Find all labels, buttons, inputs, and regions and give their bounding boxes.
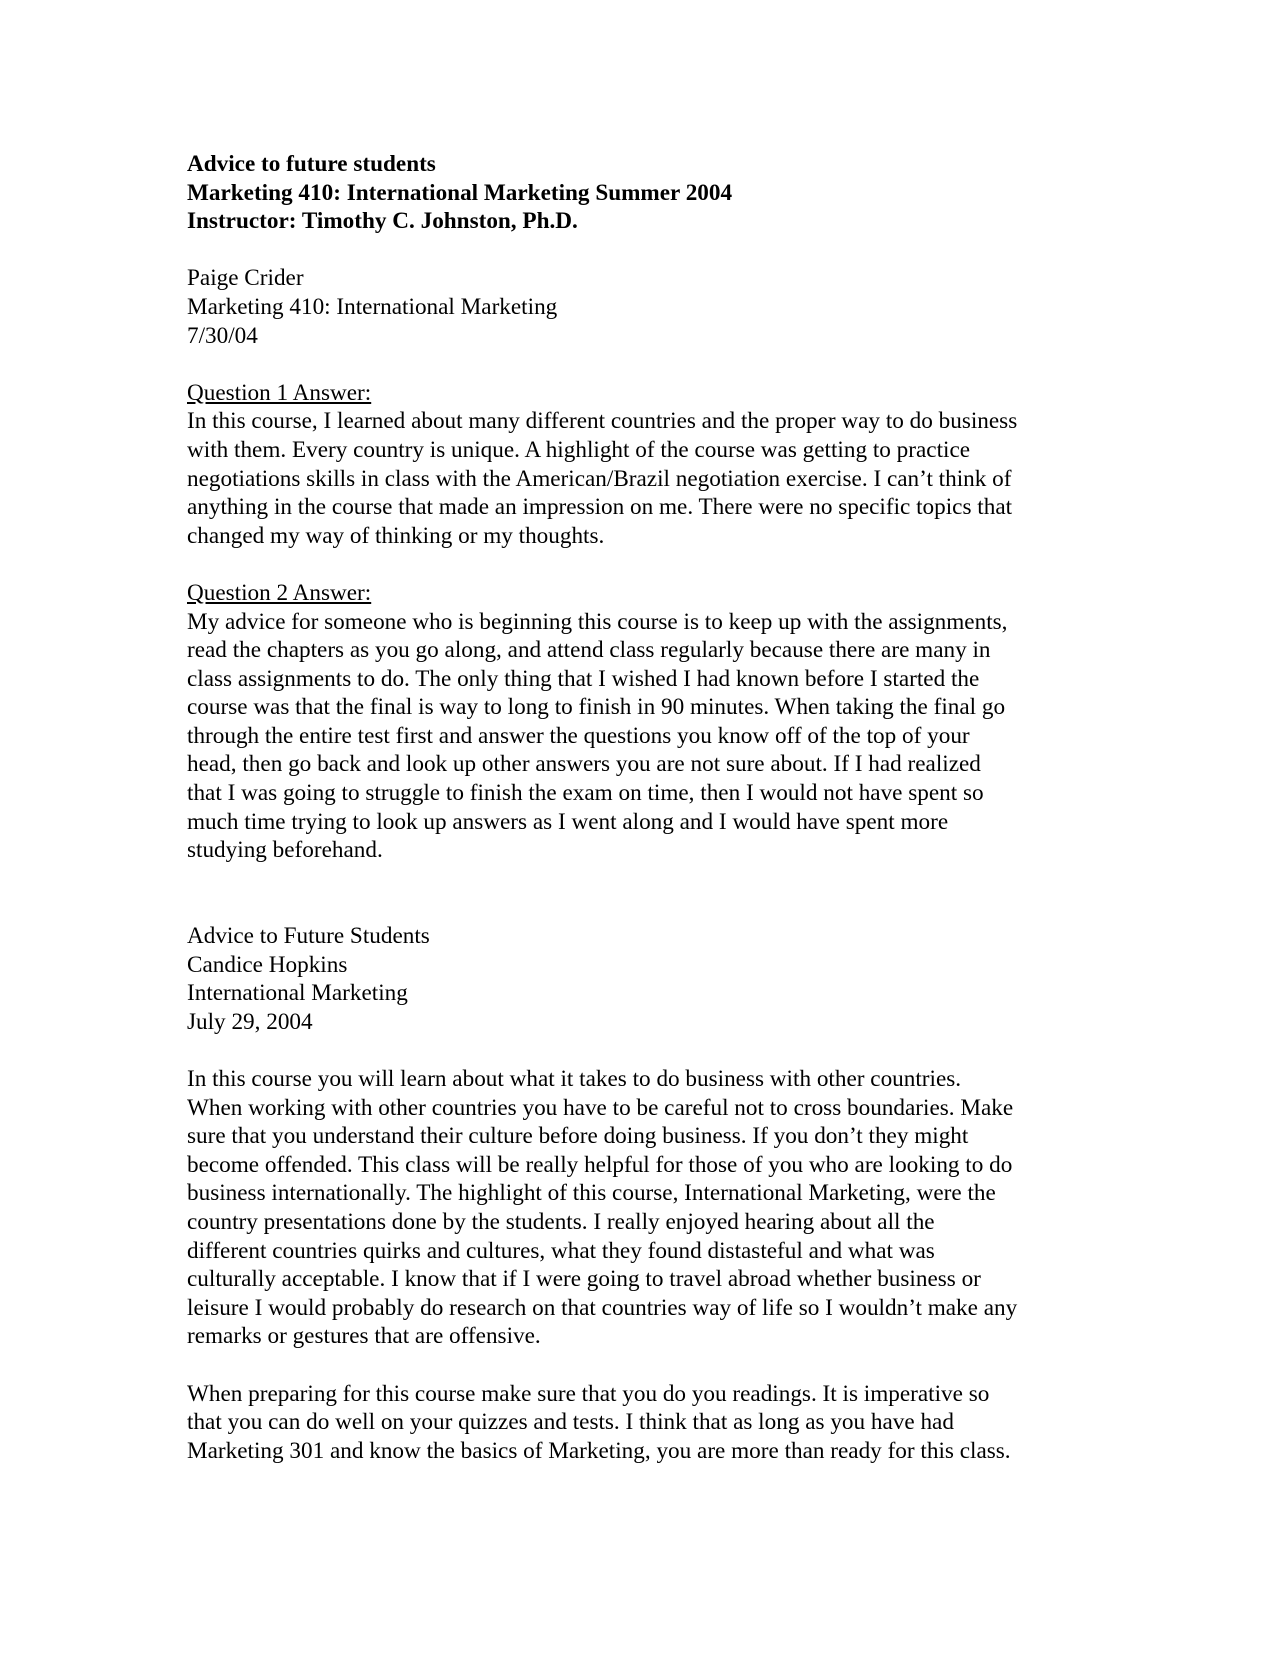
paragraph-line: sure that you understand their culture before doing business. If you don’t they might: [187, 1123, 969, 1150]
entry1-question2: [187, 579, 1097, 865]
question1-heading: Question 1 Answer:: [187, 379, 372, 406]
paragraph-line: class assignments to do. The only thing that I wished I had known before I started the: [187, 665, 980, 692]
spacer: [187, 550, 1097, 579]
entry2-paragraph1: [187, 1065, 1097, 1351]
paragraph-line: different countries quirks and cultures, what they found distasteful and what was: [187, 1237, 935, 1264]
entry2-title: Advice to Future Students: [187, 923, 430, 950]
paragraph-line: read the chapters as you go along, and attend class regularly because there are many in: [187, 637, 991, 664]
paragraph-line: studying beforehand.: [187, 837, 383, 864]
spacer: [187, 1036, 1097, 1065]
paragraph-line: culturally acceptable. I know that if I were going to travel abroad whether business or: [187, 1266, 981, 1293]
paragraph-line: that I was going to struggle to finish the exam on time, then I would not have spent so: [187, 780, 984, 807]
paragraph-line: Marketing 301 and know the basics of Marketing, you are more than ready for this class.: [187, 1437, 1011, 1464]
spacer: [187, 865, 1097, 922]
header-title: Advice to future students: [187, 151, 436, 177]
paragraph-line: When working with other countries you have to be careful not to cross boundaries. Make: [187, 1094, 1014, 1121]
paragraph-line: anything in the course that made an impression on me. There were no specific topics that: [187, 494, 1013, 521]
entry1-student-name: Paige Crider: [187, 265, 304, 292]
header-instructor: Instructor: Timothy C. Johnston, Ph.D.: [187, 208, 578, 235]
paragraph-line: When preparing for this course make sure that you do you readings. It is imperative so: [187, 1380, 990, 1407]
paragraph-line: My advice for someone who is beginning this course is to keep up with the assignments,: [187, 608, 1008, 635]
paragraph-line: head, then go back and look up other answers you are not sure about. If I had realized: [187, 751, 981, 778]
paragraph-line: country presentations done by the students. I really enjoyed hearing about all the: [187, 1208, 935, 1235]
paragraph-line: with them. Every country is unique. A highlight of the course was getting to practice: [187, 436, 971, 463]
entry2-student-name: Candice Hopkins: [187, 951, 348, 978]
document-header: [187, 150, 1097, 236]
paragraph-line: negotiations skills in class with the American/Brazil negotiation exercise. I can’t think of: [187, 465, 1012, 492]
paragraph-line: much time trying to look up answers as I went along and I would have spent more: [187, 808, 949, 835]
document-page: [187, 150, 1097, 1465]
paragraph-line: that you can do well on your quizzes and tests. I think that as long as you have had: [187, 1409, 954, 1436]
entry1-course: Marketing 410: International Marketing: [187, 293, 558, 320]
entry2-info: [187, 922, 1097, 1036]
spacer: [187, 1351, 1097, 1380]
paragraph-line: remarks or gestures that are offensive.: [187, 1323, 541, 1350]
entry2-paragraph2: [187, 1380, 1097, 1466]
entry1-question1: [187, 379, 1097, 551]
entry2-date: July 29, 2004: [187, 1008, 313, 1035]
paragraph-line: leisure I would probably do research on that countries way of life so I wouldn’t make any: [187, 1294, 1018, 1321]
spacer: [187, 236, 1097, 265]
paragraph-line: become offended. This class will be really helpful for those of you who are looking to do: [187, 1151, 1013, 1178]
paragraph-line: through the entire test first and answer the questions you know off of the top of your: [187, 722, 970, 749]
paragraph-line: course was that the final is way to long to finish in 90 minutes. When taking the final go: [187, 694, 1006, 721]
entry1-info: [187, 264, 1097, 350]
paragraph-line: In this course you will learn about what it takes to do business with other countries.: [187, 1066, 962, 1092]
question2-heading: Question 2 Answer:: [187, 579, 372, 606]
entry2-course: International Marketing: [187, 980, 408, 1007]
entry1-date: 7/30/04: [187, 322, 258, 349]
paragraph-line: changed my way of thinking or my thoughts.: [187, 522, 605, 549]
spacer: [187, 350, 1097, 379]
paragraph-line: In this course, I learned about many different countries and the proper way to do business: [187, 408, 1018, 435]
paragraph-line: business internationally. The highlight of this course, International Marketing, were the: [187, 1180, 996, 1207]
header-course: Marketing 410: International Marketing Summer 2004: [187, 179, 733, 206]
